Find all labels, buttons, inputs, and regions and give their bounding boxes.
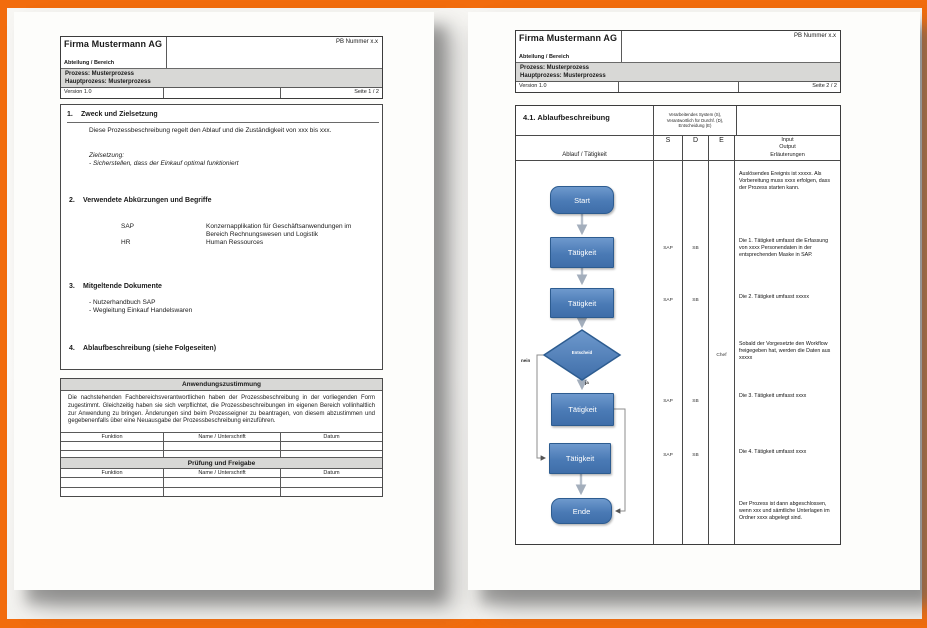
section-1-title: Zweck und Zielsetzung [81,111,158,118]
section-3-heading [69,283,162,290]
process-line: Prozess: Musterprozess [65,71,135,77]
flow-node-task-3: Tätigkeit [551,393,614,426]
section-2-title: Verwendete Abkürzungen und Begriffe [83,197,212,204]
page-number: Seite 1 / 2 [354,89,379,95]
flow-description-table [515,105,841,545]
section-4-number: 4. [69,345,75,352]
system-column [654,161,683,544]
abbreviation-row [121,223,374,239]
flow-table-body [516,161,840,544]
sde-legend: Verarbeitendes System (S), Verantwortlich für Durchf. (D), Entscheidung (E) [654,106,737,135]
approval-box [60,378,383,497]
review-table-header [61,468,382,477]
abbr-term: SAP [121,223,135,230]
process-band [61,69,382,88]
section-3-title: Mitgeltende Dokumente [83,283,162,290]
process-band [516,63,840,82]
annotation: Auslösendes Ereignis ist xxxxx. Als Vorbereitung muss xxxx erfolgen, dass der Prozess starten kann. [739,171,830,191]
header-bottom-row [516,82,840,92]
header-top-row [516,31,840,63]
system-value: SAP [663,246,673,251]
section-2-number: 2. [69,197,75,204]
branch-label-nein: nein [521,358,531,363]
decision-column [709,161,735,544]
col-e: E [709,136,735,160]
flow-node-task-4: Tätigkeit [549,443,611,474]
main-process-line: Hauptprozess: Musterprozess [65,78,151,85]
department-label: Abteilung / Bereich [64,60,115,66]
responsible-value: SB [692,246,699,251]
abbr-term: HR [121,238,131,246]
flow-table-title-row [516,106,840,136]
responsible-value: SB [692,298,699,303]
company-cell [61,37,167,68]
responsible-column [683,161,709,544]
pb-number: PB Nummer x.x [335,39,378,45]
goal-item: - Sicherstellen, dass der Einkauf optimal funktioniert [89,160,239,167]
flow-table-header-row [516,136,840,161]
pb-number: PB Nummer x.x [793,33,836,39]
annotation: Die 4. Tätigkeit umfasst xxxx [739,449,807,455]
header-top-row [61,37,382,69]
version-label: Version 1.0 [61,88,164,98]
title-row-empty-cell [737,106,840,135]
col-name: Name / Unterschrift [164,433,281,441]
section-4-title: Ablaufbeschreibung (siehe Folgeseiten) [83,345,217,352]
abbr-definition: Human Ressources [206,238,264,246]
process-line: Prozess: Musterprozess [520,65,590,71]
preview-background [7,8,922,619]
responsible-value: SB [692,399,699,404]
document-item-1: - Nutzerhandbuch SAP [89,299,156,306]
abbreviation-list [121,223,374,246]
section-1-body: Diese Prozessbeschreibung regelt den Ablauf und die Zuständigkeit von xxx bis xxx. [89,127,332,134]
goal-label: Zielsetzung: [89,152,125,159]
flowchart-cell [516,161,654,544]
abbreviation-row [121,239,374,247]
flow-node-decision-label: Entscheid [571,350,593,355]
info-header-input: Input [781,136,794,143]
system-value: SAP [663,453,673,458]
annotation: Sobald der Vorgesetzte den Workflow freigegeben hat, werden die Daten aus xxxxx [739,341,831,361]
review-title: Prüfung und Freigabe [61,457,382,468]
header-empty-cell [619,82,739,92]
approval-empty-row [61,450,382,457]
approval-title: Anwendungszustimmung [61,379,382,391]
version-label: Version 1.0 [516,82,619,92]
section-2-heading [69,197,211,204]
main-process-line: Hauptprozess: Musterprozess [520,72,606,79]
annotation: Die 1. Tätigkeit umfasst die Erfassung von xxxx Personendaten in der entsprechenden Maske in SAP. [739,238,829,258]
section-1-heading [67,111,379,123]
col-info [735,136,840,160]
section-1-number: 1. [67,111,73,118]
col-name: Name / Unterschrift [164,469,281,477]
header-empty-cell [164,88,281,98]
annotation: Der Prozess ist dann abgeschlossen, wenn xxx und sämtliche Unterlagen im Ordner xxxx abgelegt sind. [739,501,830,521]
document-page-1 [14,12,434,590]
page1-content-box [60,104,383,370]
section-3-number: 3. [69,283,75,290]
annotation: Die 2. Tätigkeit umfasst xxxxx [739,294,809,300]
col-ablauf: Ablauf / Tätigkeit [516,136,654,160]
col-funktion: Funktion [61,433,164,441]
col-s: S [654,136,683,160]
annotation: Die 3. Tätigkeit umfasst xxxx [739,393,807,399]
info-header-output: Output [779,144,796,151]
company-name: Firma Mustermann AG [64,39,163,49]
page1-header [60,36,383,99]
decision-diamond [544,330,620,380]
abbr-definition: Konzernapplikation für Geschäftsanwendungen im Bereich Rechnungswesen und Logistik [206,223,352,238]
document-page-2 [468,12,920,590]
flow-node-task-1: Tätigkeit [550,237,614,268]
system-value: SAP [663,298,673,303]
annotation-column [735,161,840,544]
col-funktion: Funktion [61,469,164,477]
department-label: Abteilung / Bereich [519,54,570,60]
responsible-value: SB [692,453,699,458]
review-empty-row [61,477,382,487]
document-item-2: - Wegleitung Einkauf Handelswaren [89,307,193,314]
review-empty-row [61,487,382,496]
page-number: Seite 2 / 2 [812,83,837,89]
approval-empty-row [61,441,382,450]
flow-node-end: Ende [551,498,612,524]
decision-value: Chef [716,353,727,358]
approval-body: Die nachstehenden Fachbereichsverantwortlichen haben der Prozessbeschreibung in der vorliegenden Form zugestimmt. Gleichzeitig haben sie sich verpflichtet, die Prozessbeschreibungen im eigenen Bereich vollinhaltlich zur Anwendung zu bringen. Änderungen sind beim Prozesseigner zu beantragen, von diesem abzustimmen und gegebenenfalls über eine Neuausgabe der Prozessbeschreibung einzuführen. [68,395,375,425]
header-bottom-row [61,88,382,98]
approval-table-header [61,432,382,441]
info-header-erlaeuterungen: Erläuterungen [770,151,805,158]
col-d: D [683,136,709,160]
company-name: Firma Mustermann AG [519,33,618,43]
page2-header [515,30,841,93]
flow-node-start: Start [550,186,614,214]
section-4-heading [69,345,216,352]
company-cell [516,31,622,62]
col-datum: Datum [323,434,340,441]
branch-label-ja: ja [585,380,589,385]
flow-table-title: 4.1. Ablaufbeschreibung [516,106,654,135]
col-datum: Datum [323,470,340,477]
flow-node-task-2: Tätigkeit [550,288,614,318]
system-value: SAP [663,399,673,404]
